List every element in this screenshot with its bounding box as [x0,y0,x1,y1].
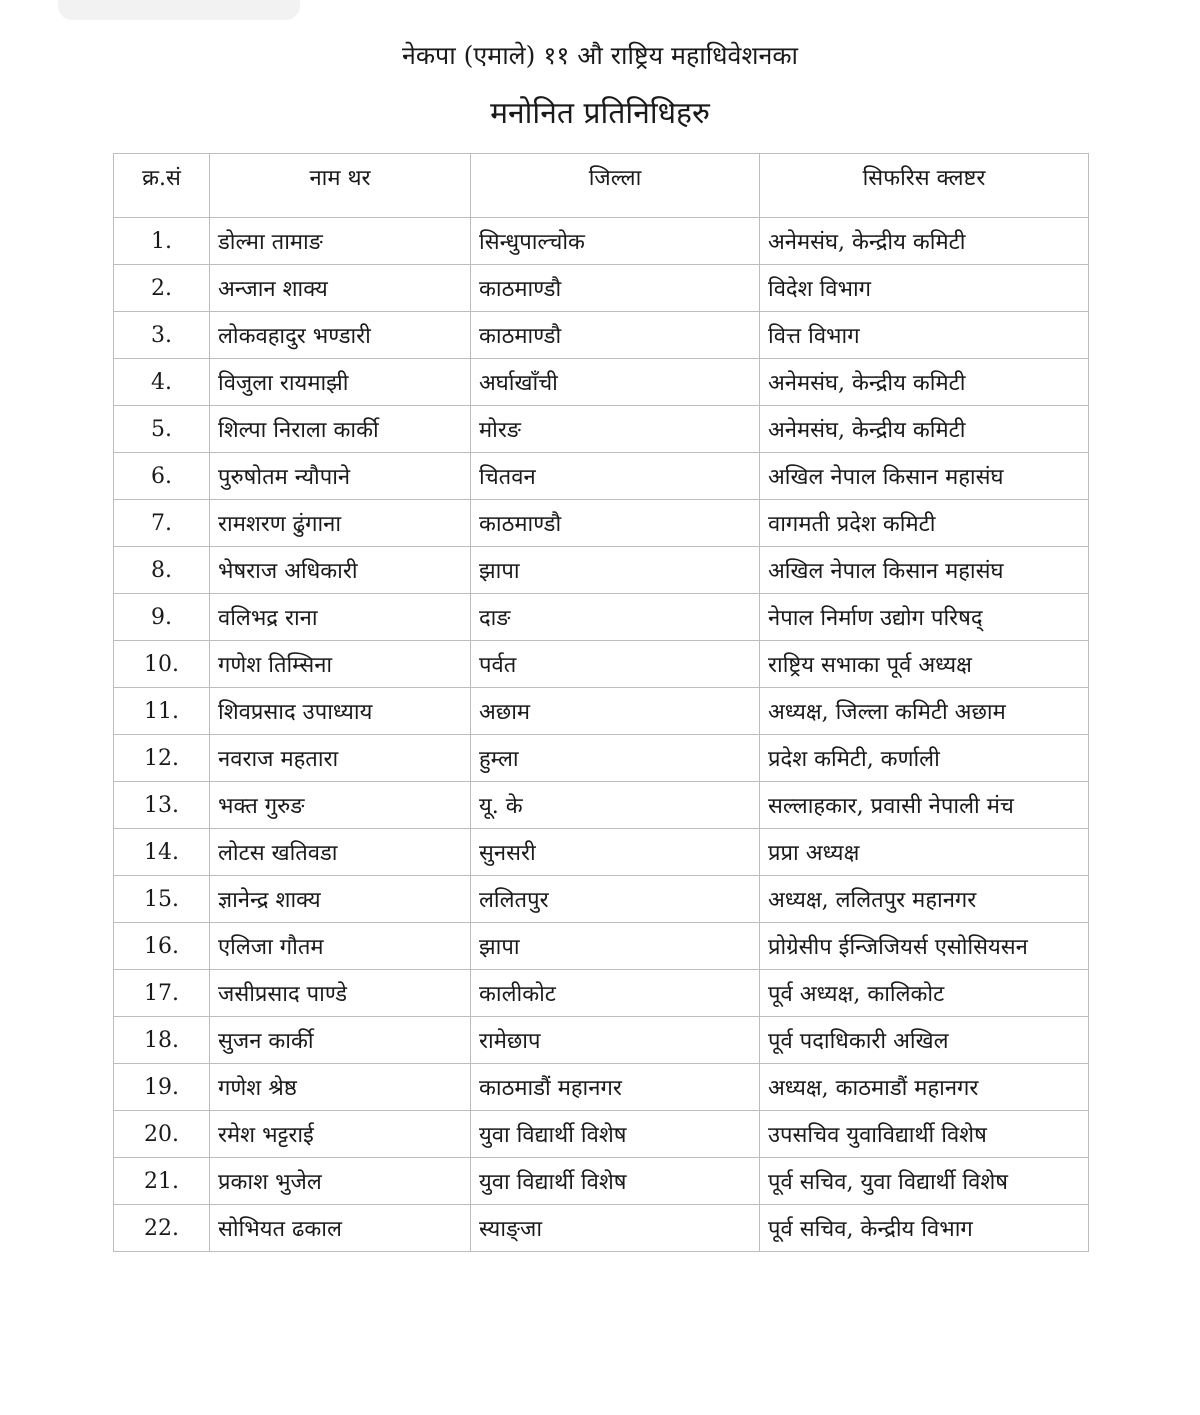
header-name: नाम थर [210,154,471,218]
cell-serial: 7. [114,500,210,547]
table-row [114,265,1089,312]
cell-cluster: अनेमसंघ, केन्द्रीय कमिटी [760,218,1089,265]
table-row [114,923,1089,970]
cell-name: ज्ञानेन्द्र शाक्य [210,876,471,923]
table-row [114,500,1089,547]
cell-name: गणेश श्रेष्ठ [210,1064,471,1111]
cell-cluster: पूर्व पदाधिकारी अखिल [760,1017,1089,1064]
table-header-row [114,154,1089,218]
header-district: जिल्ला [471,154,760,218]
cell-district: दाङ [471,594,760,641]
header-cluster: सिफरिस क्लष्टर [760,154,1089,218]
cell-district: यू. के [471,782,760,829]
cell-cluster: अनेमसंघ, केन्द्रीय कमिटी [760,359,1089,406]
cell-name: अन्जान शाक्य [210,265,471,312]
cell-name: भेषराज अधिकारी [210,547,471,594]
table-row [114,1158,1089,1205]
cell-district: पर्वत [471,641,760,688]
top-tab-shape [58,0,300,20]
document-title: नेकपा (एमाले) ११ औ राष्ट्रिय महाधिवेशनका [401,41,799,70]
cell-serial: 22. [114,1205,210,1252]
table-row [114,1205,1089,1252]
cell-district: चितवन [471,453,760,500]
table-row [114,312,1089,359]
cell-serial: 1. [114,218,210,265]
cell-cluster: अखिल नेपाल किसान महासंघ [760,453,1089,500]
cell-district: काठमाण्डौ [471,265,760,312]
table-row [114,641,1089,688]
cell-name: लोकवहादुर भण्डारी [210,312,471,359]
cell-serial: 21. [114,1158,210,1205]
cell-cluster: वागमती प्रदेश कमिटी [760,500,1089,547]
cell-district: झापा [471,923,760,970]
cell-serial: 16. [114,923,210,970]
cell-name: गणेश तिम्सिना [210,641,471,688]
cell-cluster: अध्यक्ष, काठमाडौं महानगर [760,1064,1089,1111]
cell-serial: 11. [114,688,210,735]
table-row [114,359,1089,406]
table-row [114,547,1089,594]
table-row [114,876,1089,923]
cell-cluster: पूर्व सचिव, केन्द्रीय विभाग [760,1205,1089,1252]
cell-serial: 3. [114,312,210,359]
cell-name: प्रकाश भुजेल [210,1158,471,1205]
table-row [114,782,1089,829]
cell-cluster: अध्यक्ष, जिल्ला कमिटी अछाम [760,688,1089,735]
cell-district: ललितपुर [471,876,760,923]
cell-name: शिल्पा निराला कार्की [210,406,471,453]
cell-serial: 19. [114,1064,210,1111]
cell-cluster: पूर्व अध्यक्ष, कालिकोट [760,970,1089,1017]
table-row [114,829,1089,876]
cell-district: काठमाडौं महानगर [471,1064,760,1111]
cell-serial: 8. [114,547,210,594]
cell-cluster: अनेमसंघ, केन्द्रीय कमिटी [760,406,1089,453]
cell-district: युवा विद्यार्थी विशेष [471,1111,760,1158]
table-body [114,218,1089,1252]
cell-name: नवराज महतारा [210,735,471,782]
cell-cluster: वित्त विभाग [760,312,1089,359]
cell-serial: 10. [114,641,210,688]
cell-serial: 18. [114,1017,210,1064]
cell-serial: 17. [114,970,210,1017]
cell-district: सुनसरी [471,829,760,876]
cell-district: झापा [471,547,760,594]
cell-cluster: प्रोग्रेसीप ईन्जिजियर्स एसोसियसन [760,923,1089,970]
cell-serial: 4. [114,359,210,406]
cell-serial: 15. [114,876,210,923]
cell-name: शिवप्रसाद उपाध्याय [210,688,471,735]
cell-district: अछाम [471,688,760,735]
cell-serial: 9. [114,594,210,641]
cell-serial: 2. [114,265,210,312]
cell-district: कालीकोट [471,970,760,1017]
cell-name: जसीप्रसाद पाण्डे [210,970,471,1017]
cell-serial: 5. [114,406,210,453]
cell-district: काठमाण्डौ [471,312,760,359]
table-row [114,1111,1089,1158]
cell-name: डोल्मा तामाङ [210,218,471,265]
table-row [114,1064,1089,1111]
cell-district: काठमाण्डौ [471,500,760,547]
cell-serial: 20. [114,1111,210,1158]
cell-cluster: अध्यक्ष, ललितपुर महानगर [760,876,1089,923]
cell-cluster: प्रदेश कमिटी, कर्णाली [760,735,1089,782]
cell-name: रामशरण ढुंगाना [210,500,471,547]
header-serial: क्र.सं [114,154,210,218]
table-row [114,970,1089,1017]
table-row [114,688,1089,735]
cell-cluster: विदेश विभाग [760,265,1089,312]
document-subtitle: मनोनित प्रतिनिधिहरु [490,96,710,131]
table-row [114,735,1089,782]
cell-cluster: प्रप्रा अध्यक्ष [760,829,1089,876]
cell-name: वलिभद्र राना [210,594,471,641]
nominees-table [113,153,1089,1252]
cell-name: रमेश भट्टराई [210,1111,471,1158]
cell-district: रामेछाप [471,1017,760,1064]
cell-district: युवा विद्यार्थी विशेष [471,1158,760,1205]
table-row [114,594,1089,641]
cell-name: सुजन कार्की [210,1017,471,1064]
cell-district: हुम्ला [471,735,760,782]
cell-cluster: उपसचिव युवाविद्यार्थी विशेष [760,1111,1089,1158]
cell-serial: 12. [114,735,210,782]
cell-name: सोभियत ढकाल [210,1205,471,1252]
cell-district: अर्घाखाँची [471,359,760,406]
table-row [114,218,1089,265]
cell-cluster: नेपाल निर्माण उद्योग परिषद् [760,594,1089,641]
cell-cluster: सल्लाहकार, प्रवासी नेपाली मंच [760,782,1089,829]
cell-serial: 13. [114,782,210,829]
cell-name: लोटस खतिवडा [210,829,471,876]
cell-serial: 14. [114,829,210,876]
cell-serial: 6. [114,453,210,500]
cell-name: एलिजा गौतम [210,923,471,970]
cell-district: मोरङ [471,406,760,453]
table-row [114,1017,1089,1064]
cell-cluster: राष्ट्रिय सभाका पूर्व अध्यक्ष [760,641,1089,688]
cell-cluster: अखिल नेपाल किसान महासंघ [760,547,1089,594]
cell-district: स्याङ्जा [471,1205,760,1252]
cell-name: विजुला रायमाझी [210,359,471,406]
cell-name: पुरुषोतम न्यौपाने [210,453,471,500]
cell-name: भक्त गुरुङ [210,782,471,829]
cell-district: सिन्धुपाल्चोक [471,218,760,265]
cell-cluster: पूर्व सचिव, युवा विद्यार्थी विशेष [760,1158,1089,1205]
table-row [114,453,1089,500]
table-row [114,406,1089,453]
